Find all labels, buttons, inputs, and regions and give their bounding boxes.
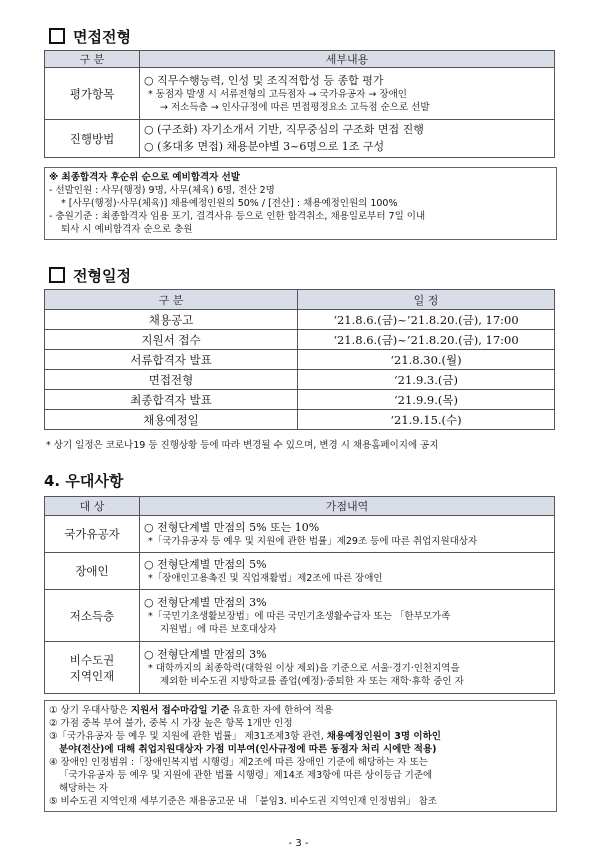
schedule-table bbox=[44, 289, 555, 430]
schedule-label: 채용공고 bbox=[45, 310, 298, 330]
note-5: ⑤ 비수도권 지역인재 세부기준은 채용공고문 내 「붙임3. 비수도권 지역인재 인정범위」 참조 bbox=[49, 796, 437, 807]
reserve-note-line-4: 퇴사 시 예비합격자 순으로 충원 bbox=[61, 224, 193, 235]
row-label-regional: 비수도권 지역인재 bbox=[45, 642, 140, 694]
note-4: ④ 장애인 인정범위 :「장애인복지법 시행령」제2조에 따른 장애인 기준에 해당하는 자 또는 bbox=[49, 757, 428, 768]
note-4-cont-1: 「국가유공자 등 예우 및 지원에 관한 법률 시행령」제14조 제3항에 따른 상이등급 기준에 bbox=[59, 770, 433, 781]
low-income-line-3: 지원법」에 따른 보호대상자 bbox=[160, 623, 277, 635]
method-line-1: ○ (구조화) 자기소개서 기반, 직무중심의 구조화 면접 진행 bbox=[144, 123, 424, 136]
schedule-date: ‘21.8.6.(금)~’21.8.20.(금), 17:00 bbox=[298, 310, 555, 330]
reserve-note-box bbox=[44, 167, 557, 240]
reserve-note-line-2: * [사무(행정)·사무(체육)] 채용예정인원의 50% / [전산] : 채용예정인원의 100% bbox=[61, 198, 398, 209]
disabled-line-1: ○ 전형단계별 만점의 5% bbox=[144, 557, 267, 571]
schedule-date: ‘21.9.9.(목) bbox=[298, 390, 555, 410]
note-3-cont: 분야(전산)에 대해 취업지원대상자 가점 미부여(인사규정에 따른 동점자 처리 시에만 적용) bbox=[59, 744, 437, 755]
col-header-item: 구 분 bbox=[45, 290, 298, 310]
col-header-details: 세부내용 bbox=[140, 51, 555, 68]
interview-table bbox=[44, 50, 555, 158]
note-2: ② 가점 중복 부여 불가, 중복 시 가장 높은 항목 1개만 인정 bbox=[49, 718, 293, 729]
eval-line-1: ○ 직무수행능력, 인성 및 조직적합성 등 종합 평가 bbox=[144, 73, 384, 87]
schedule-label: 서류합격자 발표 bbox=[45, 350, 298, 370]
schedule-label: 채용예정일 bbox=[45, 410, 298, 430]
section-preference-title: 4. 우대사항 bbox=[44, 472, 124, 490]
low-income-line-1: ○ 전형단계별 만점의 3% bbox=[144, 595, 267, 609]
schedule-date: ‘21.8.30.(월) bbox=[298, 350, 555, 370]
row-label-method: 진행방법 bbox=[45, 120, 140, 158]
col-header-points: 가점내역 bbox=[140, 497, 555, 516]
note-4-cont-2: 해당하는 자 bbox=[59, 783, 108, 794]
schedule-label: 최종합격자 발표 bbox=[45, 390, 298, 410]
preference-table bbox=[44, 496, 555, 694]
checkbox-square-icon bbox=[49, 267, 65, 283]
schedule-footnote: * 상기 일정은 코로나19 등 진행상황 등에 따라 변경될 수 있으며, 변경 시 채용홈페이지에 공지 bbox=[46, 440, 439, 451]
schedule-date: ‘21.8.6.(금)~’21.8.20.(금), 17:00 bbox=[298, 330, 555, 350]
row-label-disabled: 장애인 bbox=[45, 553, 140, 590]
regional-line-3: 제외한 비수도권 지방학교를 졸업(예정)·중퇴한 자 또는 재학·휴학 중인 자 bbox=[160, 675, 464, 687]
veteran-line-2: *「국가유공자 등 예우 및 지원에 관한 법률」제29조 등에 따른 취업지원대상자 bbox=[148, 535, 478, 547]
col-header-target: 대 상 bbox=[45, 497, 140, 516]
row-label-veteran: 국가유공자 bbox=[45, 516, 140, 553]
regional-line-2: * 대학까지의 최종학력(대학원 이상 제외)을 기준으로 서울·경기·인천지역을 bbox=[148, 662, 460, 674]
col-header-category: 구 분 bbox=[45, 51, 140, 68]
note-3: ③「국가유공자 등 예우 및 지원에 관한 법률」 제31조제3항 관련, 채용예정인원이 3명 이하인 bbox=[49, 731, 441, 742]
schedule-date: ‘21.9.3.(금) bbox=[298, 370, 555, 390]
schedule-label: 면접전형 bbox=[45, 370, 298, 390]
section-schedule-title: 전형일정 bbox=[49, 265, 131, 286]
reserve-note-line-3: - 충원기준 : 최종합격자 임용 포기, 결격사유 등으로 인한 합격취소, 채용일로부터 7일 이내 bbox=[49, 211, 426, 222]
note-1: ① 상기 우대사항은 지원서 접수마감일 기준 유효한 자에 한하여 적용 bbox=[49, 705, 334, 716]
low-income-line-2: *「국민기초생활보장법」에 따른 국민기초생활수급자 또는 「한부모가족 bbox=[148, 610, 451, 622]
regional-line-1: ○ 전형단계별 만점의 3% bbox=[144, 647, 267, 661]
reserve-note-title: ※ 최종합격자 후순위 순으로 예비합격자 선발 bbox=[49, 172, 240, 183]
page-number: - 3 - bbox=[288, 838, 309, 849]
checkbox-square-icon bbox=[49, 28, 65, 44]
col-header-schedule: 일 정 bbox=[298, 290, 555, 310]
eval-note-2: → 저소득층 → 인사규정에 따른 면접평정요소 고득점 순으로 선발 bbox=[160, 101, 430, 113]
schedule-date: ‘21.9.15.(수) bbox=[298, 410, 555, 430]
method-line-2: ○ (多대多 면접) 채용분야별 3~6명으로 1조 구성 bbox=[144, 140, 385, 153]
row-label-low-income: 저소득층 bbox=[45, 590, 140, 642]
preference-notes-box bbox=[44, 700, 557, 812]
schedule-label: 지원서 접수 bbox=[45, 330, 298, 350]
disabled-line-2: *「장애인고용촉진 및 직업재활법」제2조에 따른 장애인 bbox=[148, 572, 383, 584]
row-label-eval: 평가항목 bbox=[45, 68, 140, 120]
section-interview-title: 면접전형 bbox=[49, 26, 131, 47]
veteran-line-1: ○ 전형단계별 만점의 5% 또는 10% bbox=[144, 520, 320, 534]
eval-note-1: * 동점자 발생 시 서류전형의 고득점자 → 국가유공자 → 장애인 bbox=[148, 88, 407, 100]
reserve-note-line-1: - 선발인원 : 사무(행정) 9명, 사무(체육) 6명, 전산 2명 bbox=[49, 185, 275, 196]
